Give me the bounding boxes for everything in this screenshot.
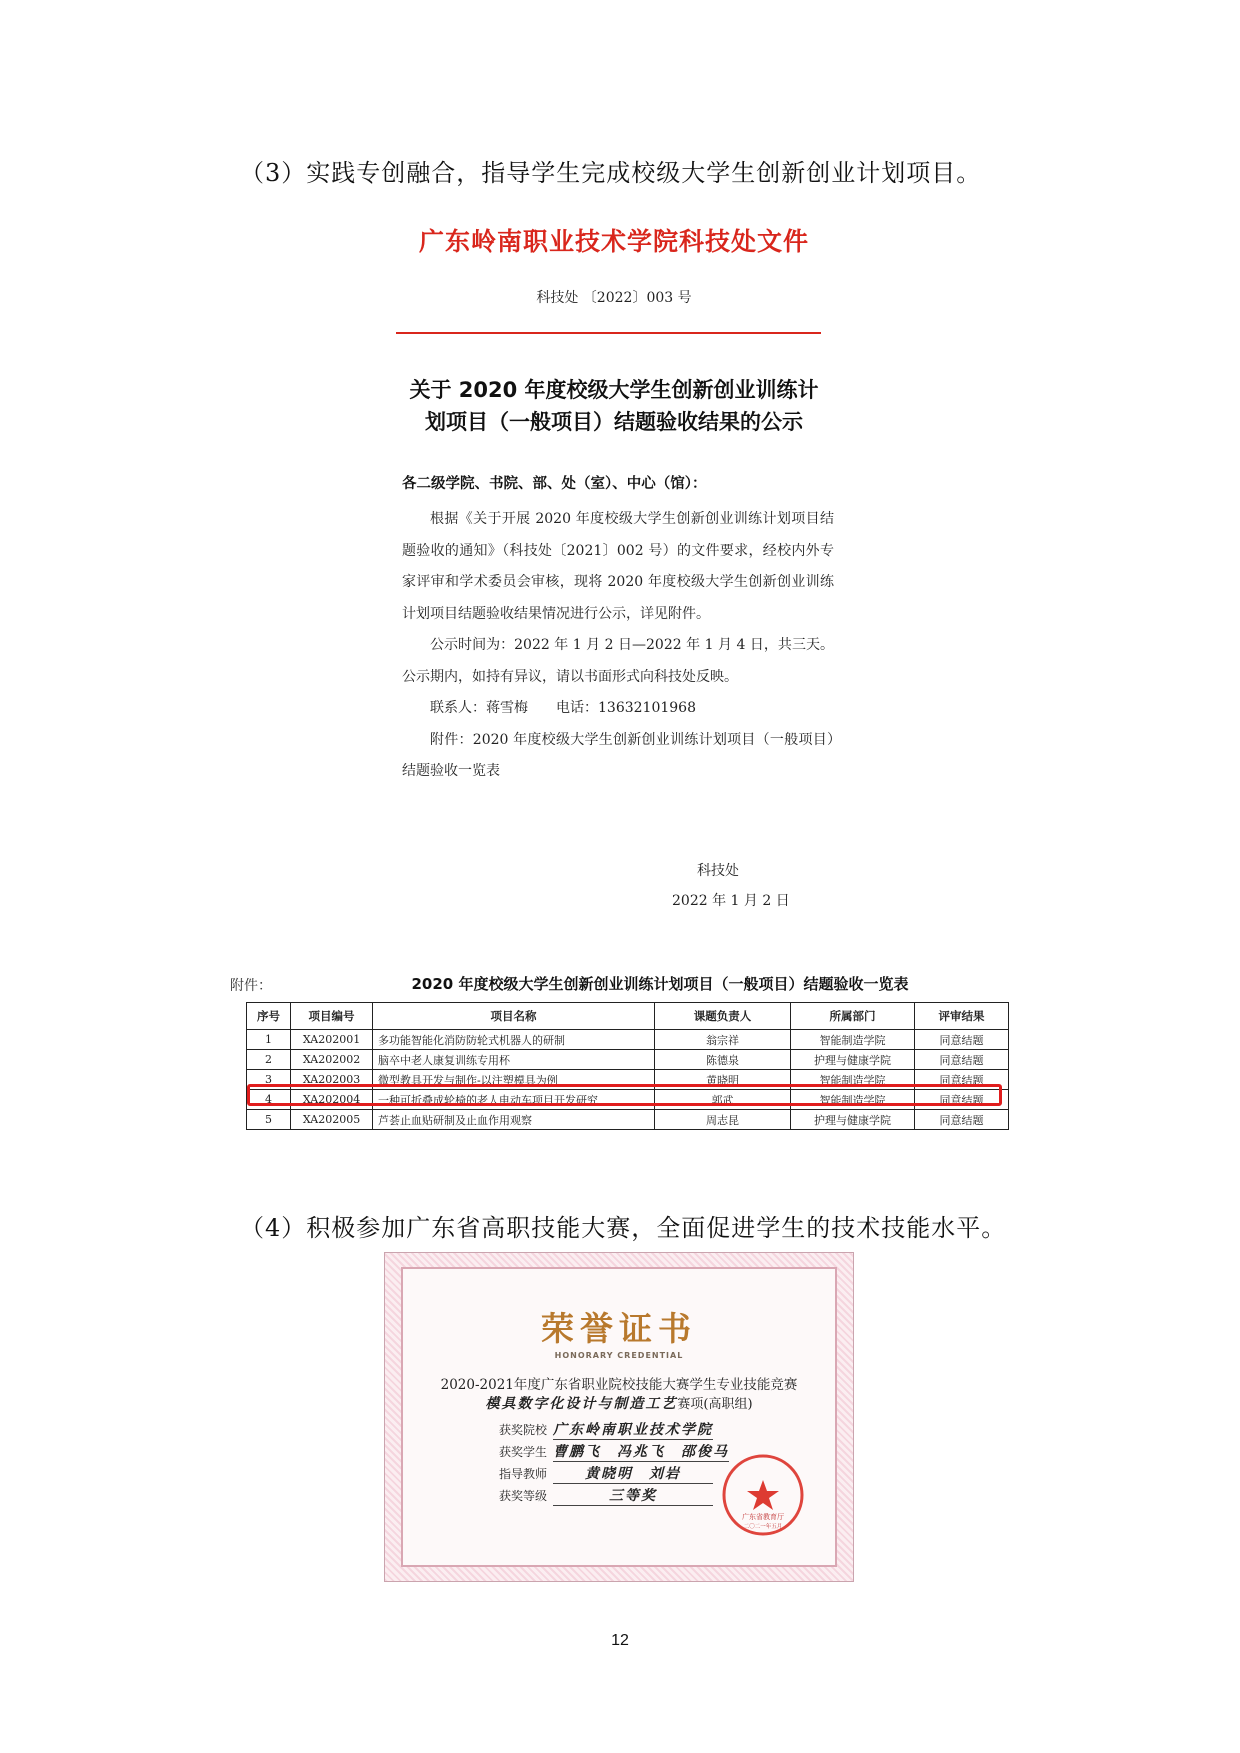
attachment-title: 2020 年度校级大学生创新创业训练计划项目（一般项目）结题验收一览表 bbox=[411, 975, 909, 993]
cell: 微型教具开发与制作-以注塑模具为例 bbox=[373, 1070, 655, 1090]
notice-para-2: 公示时间为：2022 年 1 月 2 日—2022 年 1 月 4 日，共三天。公示期内，如持有异议，请以书面形式向科技处反映。 bbox=[402, 637, 834, 685]
notice-org-title: 广东岭南职业技术学院科技处文件 bbox=[418, 227, 809, 256]
col-header: 项目名称 bbox=[373, 1003, 655, 1030]
cell: XA202003 bbox=[291, 1070, 373, 1090]
cell: 黄晓明 bbox=[655, 1070, 791, 1090]
cell: 5 bbox=[247, 1110, 291, 1130]
notice-red-divider bbox=[396, 332, 821, 334]
table-row bbox=[247, 1050, 1009, 1070]
page-number: 12 bbox=[611, 1632, 629, 1649]
table-row bbox=[247, 1030, 1009, 1050]
notice-para-3: 联系人：蒋雪梅 电话：13632101968 bbox=[430, 700, 696, 716]
notice-addressee: 各二级学院、书院、部、处（室）、中心（馆）： bbox=[402, 476, 707, 492]
section-3-heading: （3）实践专创融合，指导学生完成校级大学生创新创业计划项目。 bbox=[240, 159, 982, 187]
attachment-label: 附件： bbox=[230, 978, 272, 994]
certificate-title: 荣誉证书 bbox=[541, 1309, 697, 1348]
cell: 同意结题 bbox=[915, 1030, 1009, 1050]
teachers-value: 黄晓明 刘岩 bbox=[553, 1463, 713, 1484]
table-header-row bbox=[247, 1003, 1009, 1030]
col-header: 课题负责人 bbox=[655, 1003, 791, 1030]
cell: 同意结题 bbox=[915, 1110, 1009, 1130]
students-label: 获奖学生 bbox=[499, 1445, 548, 1459]
certificate-competition: 2020-2021年度广东省职业院校技能大赛学生专业技能竞赛 bbox=[440, 1377, 798, 1393]
cell: 同意结题 bbox=[915, 1050, 1009, 1070]
section-4-heading: （4）积极参加广东省高职技能大赛，全面促进学生的技术技能水平。 bbox=[240, 1214, 1007, 1242]
certificate-event: 模具数字化设计与制造工艺 bbox=[485, 1396, 678, 1412]
cell: 2 bbox=[247, 1050, 291, 1070]
row-3-highlight-box bbox=[247, 1084, 1002, 1106]
cell: XA202005 bbox=[291, 1110, 373, 1130]
teachers-label: 指导教师 bbox=[499, 1467, 548, 1481]
notice-para-1: 根据《关于开展 2020 年度校级大学生创新创业训练计划项目结题验收的通知》（科技处〔2021〕002 号）的文件要求，经校内外专家评审和学术委员会审核，现将 2020 年度校级大学生创新创业训练计划项目结题验收结果情况进行公示，详见附件。 bbox=[402, 511, 834, 622]
cell: 护理与健康学院 bbox=[791, 1050, 915, 1070]
notice-body bbox=[402, 504, 834, 788]
cell: XA202001 bbox=[291, 1030, 373, 1050]
col-header: 所属部门 bbox=[791, 1003, 915, 1030]
certificate-event-line bbox=[403, 1393, 835, 1413]
level-label: 获奖等级 bbox=[499, 1489, 548, 1503]
col-header: 项目编号 bbox=[291, 1003, 373, 1030]
certificate-subtitle: HONORARY CREDENTIAL bbox=[554, 1351, 684, 1360]
cell: 同意结题 bbox=[915, 1090, 1009, 1110]
cell: 同意结题 bbox=[915, 1070, 1009, 1090]
honor-certificate bbox=[384, 1252, 854, 1582]
cell: 智能制造学院 bbox=[791, 1030, 915, 1050]
level-value: 三等奖 bbox=[553, 1485, 713, 1506]
cell: 1 bbox=[247, 1030, 291, 1050]
notice-para-4: 附件：2020 年度校级大学生创新创业训练计划项目（一般项目）结题验收一览表 bbox=[402, 731, 834, 779]
notice-title-line1: 关于 2020 年度校级大学生创新创业训练计 bbox=[409, 378, 819, 402]
certificate-school-row bbox=[499, 1419, 713, 1440]
cell: 周志昆 bbox=[655, 1110, 791, 1130]
official-seal-icon bbox=[721, 1453, 805, 1537]
notice-title-line2: 划项目（一般项目）结题验收结果的公示 bbox=[425, 410, 803, 434]
seal-org-text: 广东省教育厅 bbox=[742, 1513, 784, 1521]
cell: 3 bbox=[247, 1070, 291, 1090]
table-row bbox=[247, 1110, 1009, 1130]
cell: 4 bbox=[247, 1090, 291, 1110]
result-table bbox=[246, 1002, 1009, 1130]
cell: XA202004 bbox=[291, 1090, 373, 1110]
certificate-event-suffix: 赛项(高职组) bbox=[677, 1397, 753, 1412]
cell: 一种可折叠成轮椅的老人电动车项目开发研究 bbox=[373, 1090, 655, 1110]
certificate-students-row bbox=[499, 1441, 729, 1462]
notice-document bbox=[384, 212, 844, 952]
cell: 翁宗祥 bbox=[655, 1030, 791, 1050]
students-value: 曹鹏飞 冯兆飞 邵俊马 bbox=[553, 1441, 729, 1462]
col-header: 评审结果 bbox=[915, 1003, 1009, 1030]
cell: 多功能智能化消防防轮式机器人的研制 bbox=[373, 1030, 655, 1050]
cell: 陈德泉 bbox=[655, 1050, 791, 1070]
certificate-inner-frame bbox=[401, 1267, 837, 1567]
cell: 智能制造学院 bbox=[791, 1070, 915, 1090]
cell: 护理与健康学院 bbox=[791, 1110, 915, 1130]
cell: 芦荟止血贴研制及止血作用观察 bbox=[373, 1110, 655, 1130]
notice-title bbox=[384, 374, 844, 438]
col-header: 序号 bbox=[247, 1003, 291, 1030]
notice-doc-number: 科技处 〔2022〕003 号 bbox=[536, 290, 692, 306]
certificate-level-row bbox=[499, 1485, 713, 1506]
school-label: 获奖院校 bbox=[499, 1423, 548, 1437]
notice-signature: 科技处 bbox=[697, 863, 739, 879]
cell: 智能制造学院 bbox=[791, 1090, 915, 1110]
seal-date-text: 二〇二一年五月 bbox=[743, 1524, 783, 1530]
certificate-teachers-row bbox=[499, 1463, 713, 1484]
cell: 郭武 bbox=[655, 1090, 791, 1110]
cell: XA202002 bbox=[291, 1050, 373, 1070]
cell: 脑卒中老人康复训练专用杯 bbox=[373, 1050, 655, 1070]
notice-date: 2022 年 1 月 2 日 bbox=[672, 893, 790, 909]
school-value: 广东岭南职业技术学院 bbox=[553, 1419, 713, 1440]
